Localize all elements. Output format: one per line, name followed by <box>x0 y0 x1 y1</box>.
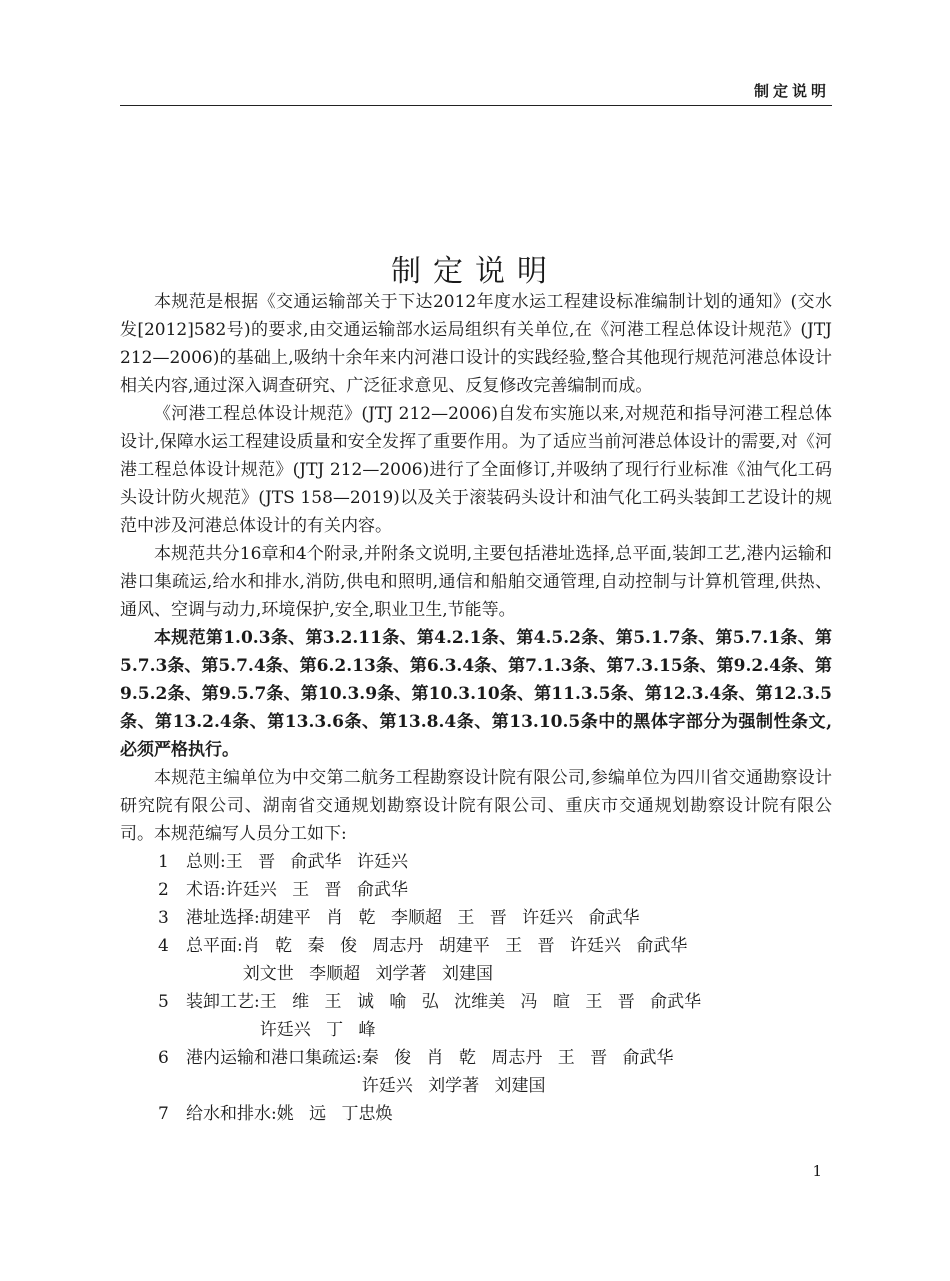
document-body <box>120 288 832 1128</box>
staff-assignment-list <box>120 848 832 1128</box>
staff-item <box>120 988 832 1044</box>
staff-item-chapter: 港址选择: <box>186 908 260 928</box>
staff-item <box>120 1044 832 1100</box>
paragraph-units: 本规范主编单位为中交第二航务工程勘察设计院有限公司,参编单位为四川省交通勘察设计研究院有限公司、湖南省交通规划勘察设计院有限公司、重庆市交通规划勘察设计院有限公司。本规范编写人员分工如下: <box>120 768 832 844</box>
staff-item-chapter: 总平面: <box>186 936 243 956</box>
header-divider <box>120 105 832 106</box>
paragraph-revision: 《河港工程总体设计规范》(JTJ 212—2006)自发布实施以来,对规范和指导河港工程总体设计,保障水运工程建设质量和安全发挥了重要作用。为了适应当前河港总体设计的需要,对《河港工程总体设计规范》(JTJ 212—2006)进行了全面修订,并吸纳了现行行业标准《油气化工码头设计防火规范》(JTS 158—2019)以及关于滚装码头设计和油气化工码头装卸工艺设计的规范中涉及河港总体设计的有关内容。 <box>120 404 832 536</box>
staff-item-names <box>277 1100 832 1128</box>
staff-item-number: 7 <box>158 1104 169 1124</box>
staff-item-chapter: 港内运输和港口集疏运: <box>186 1048 362 1068</box>
staff-item-number: 3 <box>158 908 169 928</box>
staff-item <box>120 876 832 904</box>
staff-names-line: 许廷兴 王 晋 俞武华 <box>225 880 408 900</box>
staff-item <box>120 932 832 988</box>
paragraph-mandatory-clauses: 本规范第1.0.3条、第3.2.11条、第4.2.1条、第4.5.2条、第5.1.7条、第5.7.1条、第5.7.3条、第5.7.4条、第6.2.13条、第6.3.4条、第7.1.3条、第7.3.15条、第9.2.4条、第9.5.2条、第9.5.7条、第10.3.9条、第10.3.10条、第11.3.5条、第12.3.4条、第12.3.5条、第13.2.4条、第13.3.6条、第13.8.4条、第13.10.5条中的黑体字部分为强制性条文,必须严格执行。 <box>120 628 832 760</box>
staff-names-line: 肖 乾 秦 俊 周志丹 胡建平 王 晋 许廷兴 俞武华 <box>242 936 688 956</box>
staff-item-chapter: 术语: <box>186 880 226 900</box>
staff-names-line: 王 维 王 诚 喻 弘 沈维美 冯 暄 王 晋 俞武华 <box>259 992 702 1012</box>
staff-item <box>120 904 832 932</box>
staff-names-line: 王 晋 俞武华 许廷兴 <box>225 852 408 872</box>
staff-names-line: 胡建平 肖 乾 李顺超 王 晋 许廷兴 俞武华 <box>259 908 640 928</box>
staff-item-names <box>226 848 832 876</box>
staff-item-number: 5 <box>158 992 169 1012</box>
staff-item-chapter: 给水和排水: <box>186 1104 277 1124</box>
staff-item-names <box>260 904 832 932</box>
staff-names-line: 许廷兴 刘学著 刘建国 <box>361 1076 546 1096</box>
staff-item-number: 1 <box>158 852 169 872</box>
staff-item-names <box>260 988 832 1044</box>
staff-item-names <box>362 1044 832 1100</box>
page-number: 1 <box>812 1162 822 1180</box>
staff-item-number: 4 <box>158 936 169 956</box>
staff-item-names <box>226 876 832 904</box>
staff-names-line: 秦 俊 肖 乾 周志丹 王 晋 俞武华 <box>361 1048 674 1068</box>
staff-item-chapter: 装卸工艺: <box>186 992 260 1012</box>
staff-item-number: 2 <box>158 880 169 900</box>
page-title: 制定说明 <box>391 254 559 290</box>
paragraph-contents: 本规范共分16章和4个附录,并附条文说明,主要包括港址选择,总平面,装卸工艺,港内运输和港口集疏运,给水和排水,消防,供电和照明,通信和船舶交通管理,自动控制与计算机管理,供热、通风、空调与动力,环境保护,安全,职业卫生,节能等。 <box>120 544 832 620</box>
paragraph-basis: 本规范是根据《交通运输部关于下达2012年度水运工程建设标准编制计划的通知》(交水发[2012]582号)的要求,由交通运输部水运局组织有关单位,在《河港工程总体设计规范》(JTJ 212—2006)的基础上,吸纳十余年来内河港口设计的实践经验,整合其他现行规范河港总体设计相关内容,通过深入调查研究、广泛征求意见、反复修改完善编制而成。 <box>120 292 832 396</box>
staff-item-number: 6 <box>158 1048 169 1068</box>
staff-names-line: 姚 远 丁忠焕 <box>276 1104 393 1124</box>
staff-item <box>120 1100 832 1128</box>
running-header: 制定说明 <box>753 82 830 100</box>
staff-names-line: 刘文世 李顺超 刘学著 刘建国 <box>242 964 493 984</box>
staff-names-line: 许廷兴 丁 峰 <box>259 1020 376 1040</box>
staff-item <box>120 848 832 876</box>
staff-item-chapter: 总则: <box>186 852 226 872</box>
staff-item-names <box>243 932 832 988</box>
